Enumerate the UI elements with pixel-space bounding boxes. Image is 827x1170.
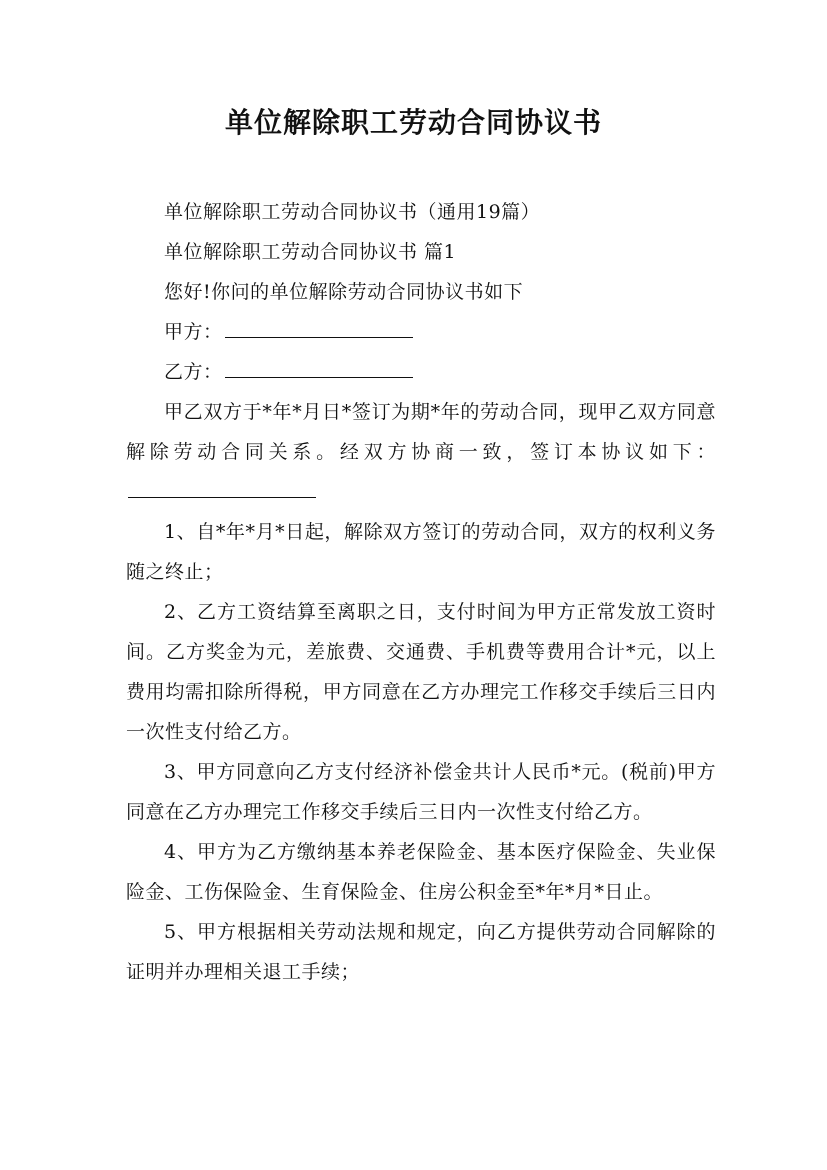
clause-4: 4、甲方为乙方缴纳基本养老保险金、基本医疗保险金、失业保险金、工伤保险金、生育保险金、住房公积金至*年*月*日止。 [126,841,716,903]
clause-1: 1、自*年*月*日起，解除双方签订的劳动合同，双方的权利义务随之终止； [126,521,716,583]
subtitle-line: 单位解除职工劳动合同协议书（通用19篇） [164,201,541,223]
intro-paragraph [126,392,716,512]
party-a-label: 甲方： [164,321,223,343]
intro-blank [128,479,316,498]
clause-2: 2、乙方工资结算至离职之日，支付时间为甲方正常发放工资时间。乙方奖金为元，差旅费、交通费、手机费等费用合计*元，以上费用均需扣除所得税，甲方同意在乙方办理完工作移交手续后三日内一次性支付给乙方。 [126,601,716,743]
clause-5: 5、甲方根据相关劳动法规和规定，向乙方提供劳动合同解除的证明并办理相关退工手续； [126,921,716,983]
document-title: 单位解除职工劳动合同协议书 [224,106,602,139]
party-b-blank [225,359,413,378]
clause-3: 3、甲方同意向乙方支付经济补偿金共计人民币*元。(税前)甲方同意在乙方办理完工作移交手续后三日内一次性支付给乙方。 [126,761,716,823]
party-a-blank [225,319,413,338]
party-b-line [126,352,716,392]
greeting-line: 您好!你问的单位解除劳动合同协议书如下 [164,281,524,303]
intro-text: 甲乙双方于*年*月日*签订为期*年的劳动合同，现甲乙双方同意解除劳动合同关系。经双方协商一致，签订本协议如下： [126,401,716,463]
party-b-label: 乙方： [164,361,223,383]
part-heading: 单位解除职工劳动合同协议书 篇1 [164,241,457,263]
document-body [126,192,716,992]
party-a-line [126,312,716,352]
